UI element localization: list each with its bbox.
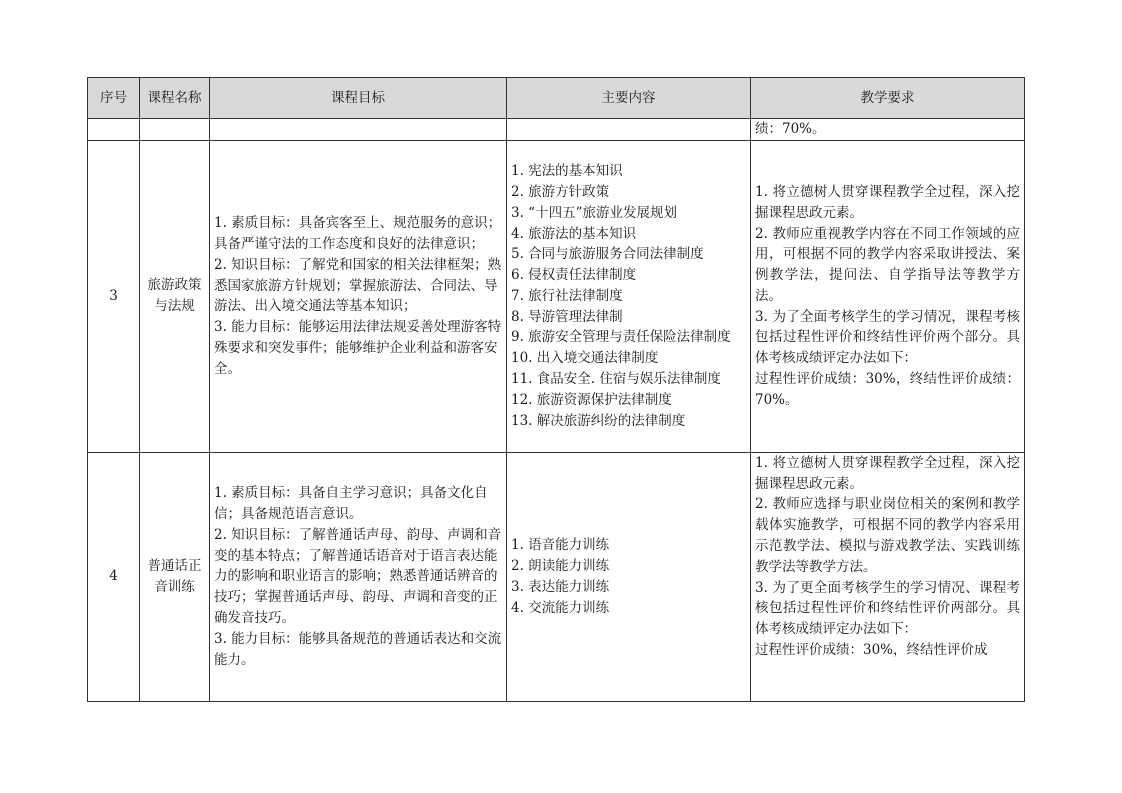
- goal-line: 2. 知识目标：了解党和国家的相关法律框架；熟悉国家旅游方针规划；掌握旅游法、合同法、导游法、出入境交通法等基本知识；: [214, 256, 502, 315]
- cell-req: [751, 140, 1025, 452]
- goal-line: 2. 知识目标：了解普通话声母、韵母、声调和音变的基本特点；了解普通话语音对于语言表达能力的影响和职业语言的影响；熟悉普通话辨音的技巧；掌握普通话声母、韵母、声调和音变的正确发音技巧。: [214, 526, 502, 626]
- cell-content: [507, 452, 751, 701]
- table-row: [88, 140, 1025, 452]
- req-line: 2. 教师应选择与职业岗位相关的案例和教学载体实施教学，可根据不同的教学内容采用示范教学法、模拟与游戏教学法、实践训练教学法等教学方法。: [755, 496, 1020, 575]
- content-item: 3. 表达能力训练: [511, 578, 610, 595]
- header-index: 序号: [88, 78, 140, 119]
- cell-goal: [210, 140, 507, 452]
- cell-goal: [210, 119, 507, 141]
- content-item: 7. 旅行社法律制度: [511, 287, 623, 304]
- content-item: 1. 语音能力训练: [511, 537, 610, 554]
- curriculum-table: [87, 77, 1025, 702]
- cell-req: 绩：70%。: [751, 119, 1025, 141]
- content-item: 8. 导游管理法律制: [511, 308, 623, 325]
- content-item: 11. 食品安全. 住宿与娱乐法律制度: [511, 371, 721, 388]
- content-item: 13. 解决旅游纠纷的法律制度: [511, 412, 686, 429]
- table-header-row: [88, 78, 1025, 119]
- header-course-goal: 课程目标: [210, 78, 507, 119]
- cell-index: 3: [88, 140, 140, 452]
- table-row: [88, 452, 1025, 701]
- cell-name: [140, 119, 210, 141]
- content-item: 2. 朗读能力训练: [511, 558, 610, 574]
- table-row-continued: [88, 119, 1025, 141]
- req-line: 3. 为了全面考核学生的学习情况，课程考核包括过程性评价和终结性评价两个部分。具体考核成绩评定办法如下：: [755, 308, 1020, 367]
- content-item: 1. 宪法的基本知识: [511, 163, 623, 180]
- content-item: 2. 旅游方针政策: [511, 183, 610, 200]
- goal-line: 3. 能力目标：能够具备规范的普通话表达和交流能力。: [214, 630, 502, 668]
- cell-content: [507, 119, 751, 141]
- cell-index: 4: [88, 452, 140, 701]
- goal-line: 1. 素质目标：具备宾客至上、规范服务的意识；具备严谨守法的工作态度和良好的法律意识；: [214, 215, 502, 252]
- req-line: 2. 教师应重视教学内容在不同工作领域的应用，可根据不同的教学内容采取讲授法、案例教学法，提问法、自学指导法等教学方法。: [755, 225, 1020, 304]
- content-item: 5. 合同与旅游服务合同法律制度: [511, 246, 704, 263]
- cell-name: 旅游政策与法规: [140, 140, 210, 452]
- content-item: 6. 侵权责任法律制度: [511, 267, 637, 284]
- req-line: 3. 为了更全面考核学生的学习情况、课程考核包括过程性评价和终结性评价两部分。具体考核成绩评定办法如下：: [755, 579, 1020, 638]
- cell-req: [751, 452, 1025, 701]
- req-line: 过程性评价成绩：30%，终结性评价成: [755, 641, 988, 658]
- req-line: 过程性评价成绩：30%，终结性评价成绩：70%。: [755, 371, 1020, 408]
- cell-index: [88, 119, 140, 141]
- content-item: 10. 出入境交通法律制度: [511, 350, 659, 367]
- header-teaching-requirements: 教学要求: [751, 78, 1025, 119]
- cell-name: 普通话正音训练: [140, 452, 210, 701]
- content-item: 12. 旅游资源保护法律制度: [511, 391, 672, 408]
- req-line: 1. 将立德树人贯穿课程教学全过程，深入挖掘课程思政元素。: [755, 183, 1020, 221]
- goal-line: 1. 素质目标：具备自主学习意识；具备文化自信；具备规范语言意识。: [214, 485, 488, 522]
- content-item: 4. 旅游法的基本知识: [511, 225, 637, 242]
- cell-goal: [210, 452, 507, 701]
- content-item: 3. “十四五”旅游业发展规划: [511, 204, 677, 221]
- content-item: 4. 交流能力训练: [511, 599, 610, 616]
- header-main-content: 主要内容: [507, 78, 751, 119]
- header-course-name: 课程名称: [140, 78, 210, 119]
- cell-content: [507, 140, 751, 452]
- content-item: 9. 旅游安全管理与责任保险法律制度: [511, 329, 731, 346]
- req-line: 1. 将立德树人贯穿课程教学全过程，深入挖掘课程思政元素。: [755, 454, 1020, 492]
- goal-line: 3. 能力目标：能够运用法律法规妥善处理游客特殊要求和突发事件；能够维护企业利益和游客安全。: [214, 319, 502, 377]
